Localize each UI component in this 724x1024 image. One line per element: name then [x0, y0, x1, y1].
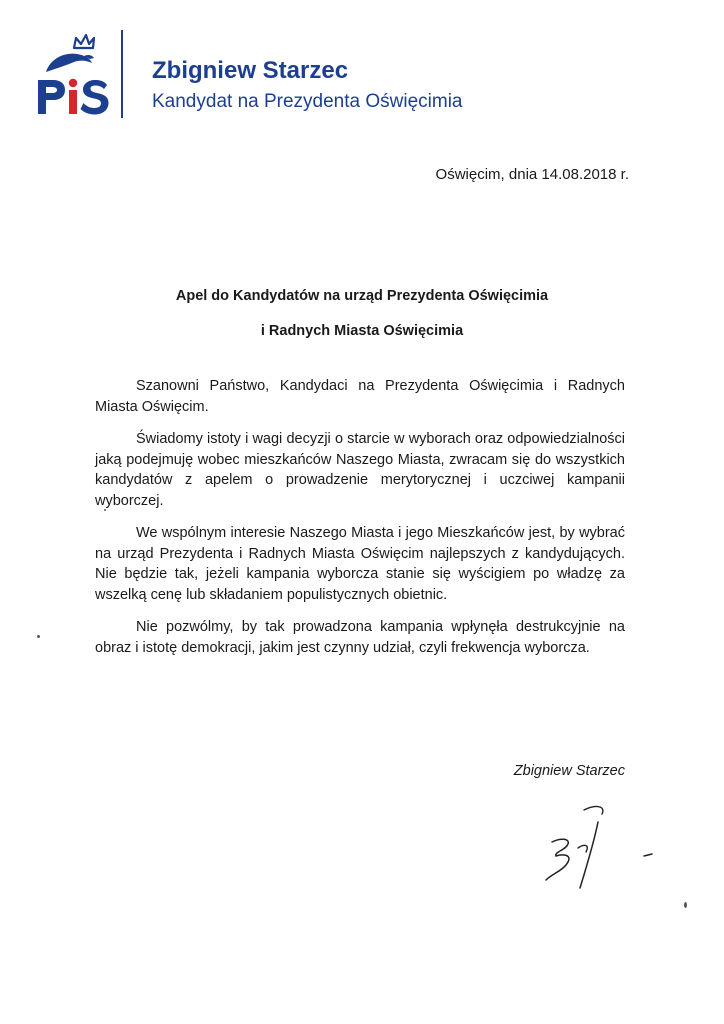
signature-name: Zbigniew Starzec	[513, 763, 625, 779]
letter-body	[95, 376, 625, 670]
paragraph-closing: Nie pozwólmy, by tak prowadzona kampania wpłynęła destrukcyjnie na obraz i istotę demokracji, jakim jest czynny udział, czyli frekwencja wyborcza.	[95, 619, 625, 656]
header-divider	[121, 30, 123, 118]
letterhead	[0, 0, 724, 130]
paragraph-interest: We wspólnym interesie Naszego Miasta i jego Mieszkańców jest, by wybrać na urząd Prezydenta i Radnych Miasta Oświęcim najlepszych z kandydujących. Nie będzie tak, jeżeli kampania wyborcza stanie się wyścigiem po władzę za wszelką cenę lub składaniem populistycznych obietnic.	[95, 525, 625, 603]
pis-logo	[34, 26, 114, 116]
paragraph-salutation: Szanowni Państwo, Kandydaci na Prezydenta Oświęcimia i Radnych Miasta Oświęcim.	[95, 378, 625, 415]
candidate-name: Zbigniew Starzec	[152, 57, 349, 84]
letter-title	[0, 286, 724, 356]
scan-speck	[684, 902, 687, 908]
scan-speck	[104, 509, 106, 511]
title-line-1: Apel do Kandydatów na urząd Prezydenta Oświęcimia	[175, 288, 549, 304]
scan-speck	[37, 635, 40, 638]
paragraph-appeal: Świadomy istoty i wagi decyzji o starcie w wyborach oraz odpowiedzialności jaką podejmuję wobec mieszkańców Naszego Miasta, zwracam się do wszystkich kandydatów z apelem o prowadzenie merytorycznej i uczciwej kampanii wyborczej.	[95, 431, 625, 509]
title-line-2: i Radnych Miasta Oświęcimia	[260, 323, 464, 339]
letter-date: Oświęcim, dnia 14.08.2018 r.	[435, 166, 629, 183]
candidate-role: Kandydat na Prezydenta Oświęcimia	[152, 91, 463, 112]
handwritten-signature-icon	[538, 798, 668, 900]
